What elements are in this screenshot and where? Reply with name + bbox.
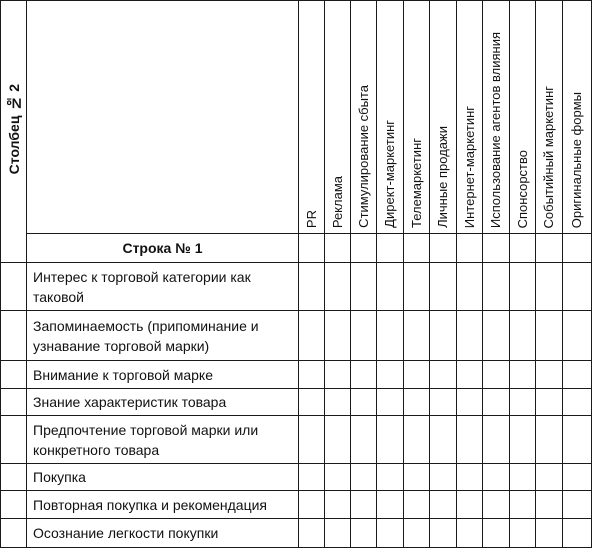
row-label: Повторная покупка и рекомендация [27, 491, 299, 519]
grid-cell [483, 464, 510, 491]
channel-label: Событийный маркетинг [541, 85, 556, 228]
table-row [1, 361, 592, 389]
grid-cell [299, 464, 325, 491]
grid-cell [457, 519, 483, 548]
grid-cell [325, 263, 351, 311]
grid-cell [404, 389, 430, 416]
grid-cell [510, 234, 536, 263]
grid-cell [351, 311, 377, 361]
grid-cell [404, 416, 430, 464]
channel-header-cell [377, 1, 404, 234]
grid-cell [377, 263, 404, 311]
grid-cell [325, 464, 351, 491]
row-index-cell [1, 311, 27, 361]
channel-label: Директ-маркетинг [382, 120, 397, 228]
row-label: Запоминаемость (припоминание и узнавание торговой марки) [27, 311, 299, 361]
grid-cell [563, 416, 592, 464]
row-label: Знание характеристик товара [27, 389, 299, 416]
grid-cell [430, 361, 457, 389]
grid-cell [510, 519, 536, 548]
grid-cell [325, 311, 351, 361]
grid-cell [404, 464, 430, 491]
grid-cell [483, 263, 510, 311]
grid-cell [299, 234, 325, 263]
channel-header-cell [457, 1, 483, 234]
channel-label: Реклама [329, 175, 345, 228]
grid-cell [563, 234, 592, 263]
grid-cell [536, 416, 563, 464]
channel-label: Стимулирование сбыта [355, 85, 371, 228]
channel-label: Использование агентов влияния [488, 31, 503, 228]
grid-cell [430, 389, 457, 416]
grid-cell [563, 519, 592, 548]
table-row [1, 311, 592, 361]
grid-cell [510, 361, 536, 389]
table-row [1, 263, 592, 311]
grid-cell [299, 491, 325, 519]
grid-cell [536, 464, 563, 491]
channel-header-cell [510, 1, 536, 234]
grid-cell [404, 491, 430, 519]
grid-cell [483, 416, 510, 464]
grid-cell [351, 416, 377, 464]
channel-header-cell [351, 1, 377, 234]
row-index-cell [1, 464, 27, 491]
grid-cell [325, 519, 351, 548]
grid-cell [457, 416, 483, 464]
grid-cell [457, 311, 483, 361]
grid-cell [351, 263, 377, 311]
grid-cell [377, 416, 404, 464]
corner-cell [27, 1, 299, 234]
grid-cell [483, 519, 510, 548]
row-index-cell [1, 361, 27, 389]
grid-cell [536, 311, 563, 361]
grid-cell [325, 361, 351, 389]
grid-cell [536, 491, 563, 519]
grid-cell [563, 263, 592, 311]
row-label: Интерес к торговой категории как таковой [27, 263, 299, 311]
grid-cell [563, 389, 592, 416]
channel-label: Интернет-маркетинг [461, 105, 477, 228]
grid-cell [430, 263, 457, 311]
grid-cell [457, 361, 483, 389]
row-label: Осознание легкости покупки [27, 519, 299, 548]
grid-cell [325, 416, 351, 464]
grid-cell [377, 491, 404, 519]
column2-header-cell [1, 1, 27, 263]
grid-cell [510, 416, 536, 464]
grid-cell [404, 311, 430, 361]
grid-cell [299, 263, 325, 311]
grid-cell [483, 311, 510, 361]
row-index-cell [1, 491, 27, 519]
grid-cell [563, 464, 592, 491]
channel-label: Личные продажи [435, 126, 450, 228]
grid-cell [430, 234, 457, 263]
grid-cell [536, 519, 563, 548]
row-index-cell [1, 416, 27, 464]
grid-cell [457, 389, 483, 416]
grid-cell [536, 234, 563, 263]
column2-header: Столбец № 2 [5, 83, 22, 175]
channel-label: Телемаркетинг [408, 138, 424, 228]
row-label: Покупка [27, 464, 299, 491]
row-label: Внимание к торговой марке [27, 361, 299, 389]
grid-cell [483, 491, 510, 519]
channel-label: Спонсорство [514, 149, 530, 228]
table-row [1, 416, 592, 464]
channel-header-cell [536, 1, 563, 234]
table-row [1, 464, 592, 491]
grid-cell [351, 519, 377, 548]
grid-cell [325, 491, 351, 519]
grid-cell [351, 491, 377, 519]
grid-cell [351, 234, 377, 263]
channel-header-cell [404, 1, 430, 234]
grid-cell [430, 519, 457, 548]
grid-cell [430, 416, 457, 464]
grid-cell [299, 416, 325, 464]
grid-cell [377, 519, 404, 548]
grid-cell [325, 389, 351, 416]
grid-cell [377, 389, 404, 416]
channel-header-cell [483, 1, 510, 234]
grid-cell [483, 234, 510, 263]
row-index-cell [1, 519, 27, 548]
grid-cell [430, 491, 457, 519]
grid-cell [536, 389, 563, 416]
grid-cell [510, 491, 536, 519]
grid-cell [377, 234, 404, 263]
channel-header-cell [563, 1, 592, 234]
table-row [1, 491, 592, 519]
channel-header-cell [299, 1, 325, 234]
grid-cell [510, 311, 536, 361]
grid-cell [483, 361, 510, 389]
grid-cell [510, 389, 536, 416]
grid-cell [563, 311, 592, 361]
grid-cell [299, 519, 325, 548]
grid-cell [404, 234, 430, 263]
row-index-cell [1, 389, 27, 416]
channel-header-cell [430, 1, 457, 234]
grid-cell [351, 389, 377, 416]
channel-label: PR [303, 209, 319, 228]
grid-cell [299, 311, 325, 361]
grid-cell [430, 464, 457, 491]
grid-cell [404, 519, 430, 548]
grid-cell [563, 361, 592, 389]
row-index-cell [1, 263, 27, 311]
grid-cell [457, 464, 483, 491]
grid-cell [563, 491, 592, 519]
grid-cell [457, 491, 483, 519]
header-row [1, 1, 592, 234]
grid-cell [377, 311, 404, 361]
grid-cell [404, 263, 430, 311]
grid-cell [536, 361, 563, 389]
grid-cell [430, 311, 457, 361]
grid-cell [536, 263, 563, 311]
grid-cell [404, 361, 430, 389]
channel-header-cell [325, 1, 351, 234]
table-row [1, 519, 592, 548]
grid-cell [325, 234, 351, 263]
grid-cell [299, 361, 325, 389]
grid-cell [377, 361, 404, 389]
grid-cell [457, 263, 483, 311]
grid-cell [377, 464, 404, 491]
grid-cell [510, 263, 536, 311]
grid-cell [351, 464, 377, 491]
row-label: Предпочтение торговой марки или конкретного товара [27, 416, 299, 464]
grid-cell [299, 389, 325, 416]
channel-label: Оригинальные формы [569, 91, 584, 228]
row1-header-row [1, 234, 592, 263]
grid-cell [510, 464, 536, 491]
grid-cell [457, 234, 483, 263]
grid-cell [351, 361, 377, 389]
table-row [1, 389, 592, 416]
row1-header: Строка № 1 [27, 234, 299, 263]
grid-cell [483, 389, 510, 416]
